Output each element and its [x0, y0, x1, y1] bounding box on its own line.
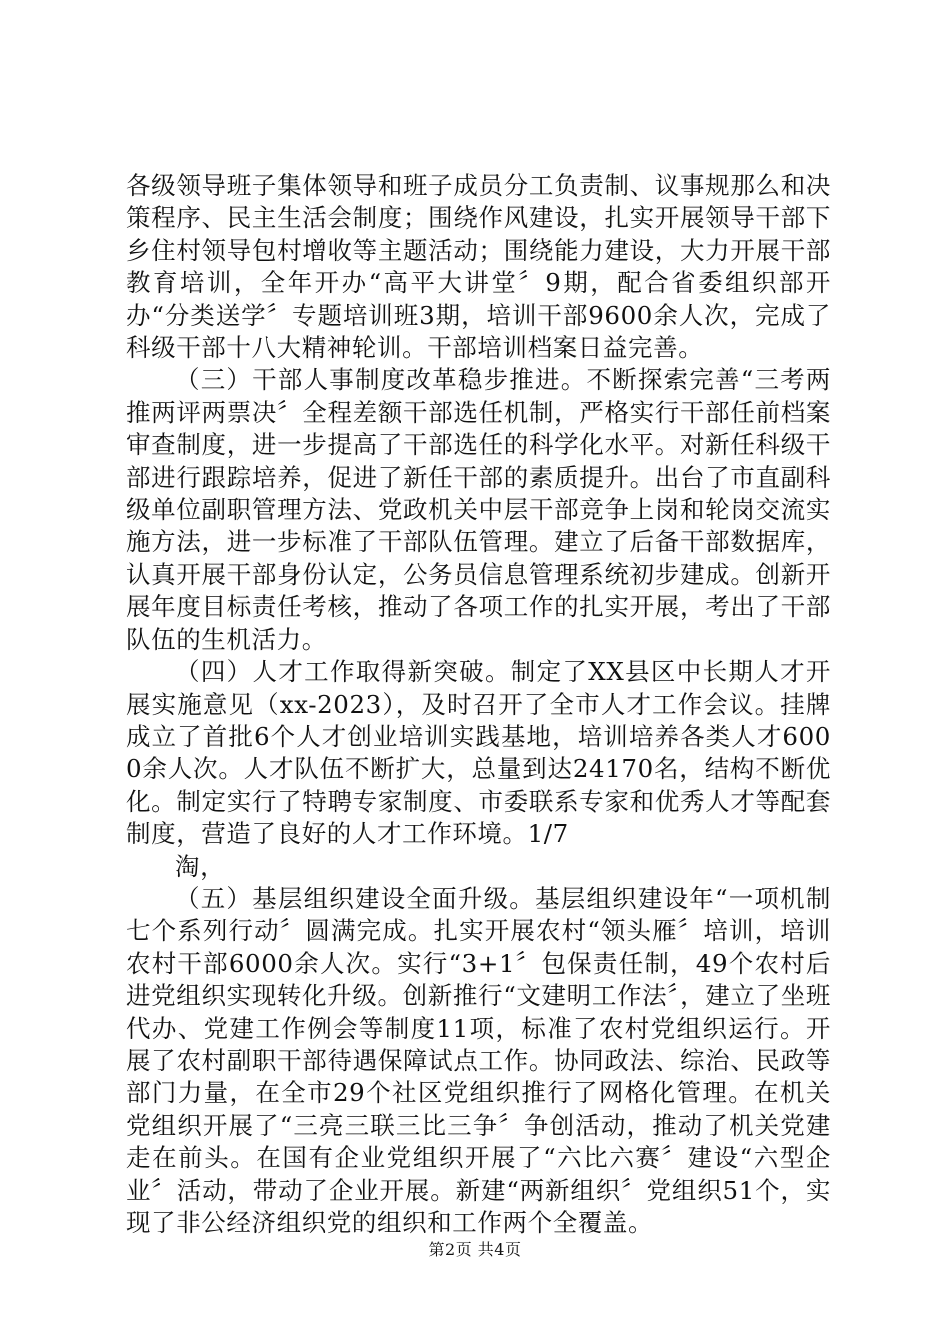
paragraph-section-five: （五）基层组织建设全面升级。基层组织建设年“一项机制七个系列行动〞圆满完成。扎实开展农村“领头雁〞培训，培训农村干部6000余人次。实行“3+1〞包保责任制，49个农村后进党组织实现转化升级。创新推行“文建明工作法〞，建立了坐班代办、党建工作例会等制度11项，标准了农村党组织运行。开展了农村副职干部待遇保障试点工作。协同政法、综治、民政等部门力量，在全市29个社区党组织推行了网格化管理。在机关党组织开展了“三亮三联三比三争〞争创活动，推动了机关党建走在前头。在国有企业党组织开展了“六比六赛〞建设“六型企业〞活动，带动了企业开展。新建“两新组织〞党组织51个，实现了非公经济组织党的组织和工作两个全覆盖。: [126, 883, 831, 1237]
paragraph-stray-fragment: 淘，: [175, 851, 226, 881]
paragraph-continuation: 各级领导班子集体领导和班子成员分工负责制、议事规那么和决策程序、民主生活会制度；围绕作风建设，扎实开展领导干部下乡住村领导包村增收等主题活动；围绕能力建设，大力开展干部教育培训，全年开办“高平大讲堂〞9期，配合省委组织部开办“分类送学〞专题培训班3期，培训干部9600余人次，完成了科级干部十八大精神轮训。干部培训档案日益完善。: [126, 171, 831, 363]
paragraph-section-four: （四）人才工作取得新突破。制定了XX县区中长期人才开展实施意见（xx-2023），及时召开了全市人才工作会议。挂牌成立了首批6个人才创业培训实践基地，培训培养各类人才6000余人次。人才队伍不断扩大，总量到达24170名，结构不断优化。制定实行了特聘专家制度、市委联系专家和优秀人才等配套制度，营造了良好的人才工作环境。1/7: [126, 657, 831, 849]
paragraph-section-three: （三）干部人事制度改革稳步推进。不断探索完善“三考两推两评两票决〞全程差额干部选任机制，严格实行干部任前档案审查制度，进一步提高了干部选任的科学化水平。对新任科级干部进行跟踪培养，促进了新任干部的素质提升。出台了市直副科级单位副职管理方法、党政机关中层干部竞争上岗和轮岗交流实施方法，进一步标准了干部队伍管理。建立了后备干部数据库，认真开展干部身份认定，公务员信息管理系统初步建成。创新开展年度目标责任考核，推动了各项工作的扎实开展，考出了干部队伍的生机活力。: [126, 365, 831, 654]
document-body: [126, 170, 831, 1239]
page-footer: 第2页 共4页: [428, 1240, 522, 1259]
